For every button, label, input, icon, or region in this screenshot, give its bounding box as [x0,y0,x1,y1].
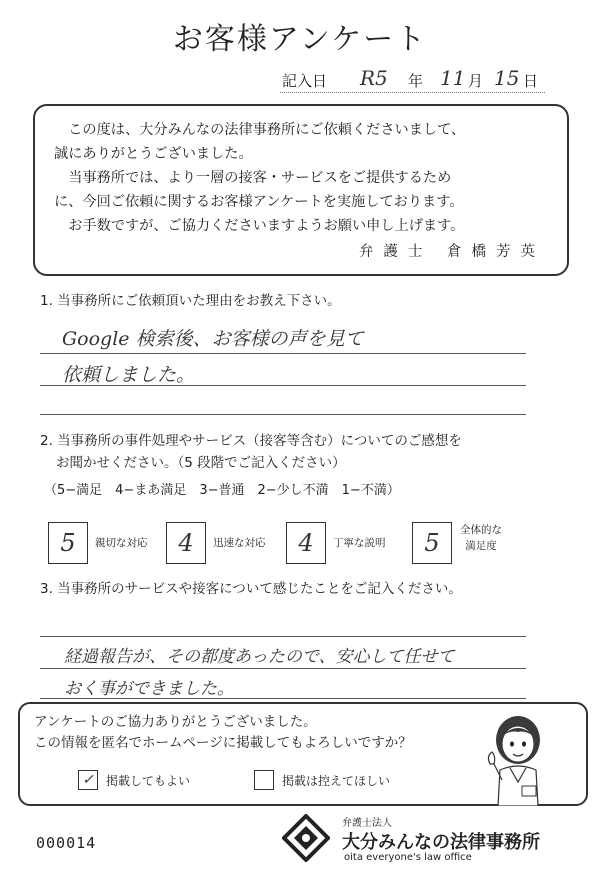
rating-label-overall [460,522,502,554]
survey-id: 000014 [36,834,97,852]
q1-rule-2 [40,385,526,386]
date-month[interactable]: 11 [440,66,466,90]
consent-no-label: 掲載は控えてほしい [282,774,391,788]
intro-line: この度は、大分みんなの法律事務所にご依頼くださいまして、 [54,122,466,138]
intro-line: に、今回ご依頼に関するお客様アンケートを実施しております。 [54,194,464,210]
consent-line-2: この情報を匿名でホームページに掲載してもよろしいですか？ [34,735,412,751]
date-era[interactable]: R5 [360,66,388,90]
rating-label-overall-line-2: 満足度 [465,540,497,552]
consent-no-checkbox[interactable] [254,770,274,790]
rating-value-speed: 4 [178,529,194,557]
rating-label-speed: 迅速な対応 [213,537,266,549]
rating-value-explanation: 4 [298,529,314,557]
q1-rule-3 [40,414,526,415]
q1-answer-line-2[interactable]: 依頼しました。 [62,364,196,386]
firm-name-en: oita everyone's law office [344,852,472,863]
intro-text [54,118,554,238]
q3-rule-1 [40,636,526,637]
receptionist-avatar [478,706,558,806]
date-label: 記入日 [282,72,328,90]
consent-text [34,712,412,754]
q3-answer-line-1[interactable]: 経過報告が、その都度あったので、安心して任せて [64,647,455,667]
date-year-unit: 年 [408,72,424,90]
consent-yes-label: 掲載してもよい [106,774,191,788]
q3-rule-2 [40,668,526,669]
rating-scale: （5−満足 4−まあ満足 3−普通 2−少し不満 1−不満） [44,483,400,498]
date-day-unit: 日 [523,72,539,90]
consent-yes-checkbox[interactable] [78,770,98,790]
firm-name: 大分みんなの法律事務所 [342,832,540,853]
date-underline [280,92,545,93]
lawyer-signature: 弁護士 倉橋芳英 [358,244,545,260]
q1-answer-line-1[interactable]: Google 検索後、お客様の声を見て [62,328,364,350]
question-2-line-2: お聞かせください。（5 段階でご記入ください） [56,455,346,471]
intro-line: お手数ですが、ご協力くださいますようお願い申し上げます。 [54,218,465,234]
rating-box-kind[interactable] [48,522,88,564]
rating-label-kind: 親切な対応 [95,537,148,549]
rating-value-kind: 5 [60,529,76,557]
rating-label-explanation: 丁寧な説明 [333,537,386,549]
rating-box-overall[interactable] [412,522,452,564]
intro-line: 誠にありがとうございました。 [54,146,253,162]
question-1: 1. 当事務所にご依頼頂いた理由をお教え下さい。 [40,293,341,309]
q1-rule-1 [40,353,526,354]
date-row [280,66,580,92]
intro-line: 当事務所では、より一層の接客・サービスをご提供するため [54,170,452,186]
rating-box-explanation[interactable] [286,522,326,564]
page-title: お客様アンケート [172,22,428,57]
rating-value-overall: 5 [424,529,440,557]
date-month-unit: 月 [468,72,484,90]
question-2-line-1: 2. 当事務所の事件処理やサービス（接客等含む）についてのご感想を [40,433,462,449]
consent-line-1: アンケートのご協力ありがとうございました。 [34,714,317,730]
q3-answer-line-2[interactable]: おく事ができました。 [64,679,234,699]
q3-rule-3 [40,698,526,699]
question-3: 3. 当事務所のサービスや接客について感じたことをご記入ください。 [40,581,462,597]
question-2 [40,430,462,474]
date-day[interactable]: 15 [494,66,520,90]
consent-yes-checkmark: ✓ [82,772,94,788]
firm-logo-icon [282,814,330,862]
rating-label-overall-line-1: 全体的な [460,524,502,536]
rating-box-speed[interactable] [166,522,206,564]
firm-small-label: 弁護士法人 [342,818,392,829]
